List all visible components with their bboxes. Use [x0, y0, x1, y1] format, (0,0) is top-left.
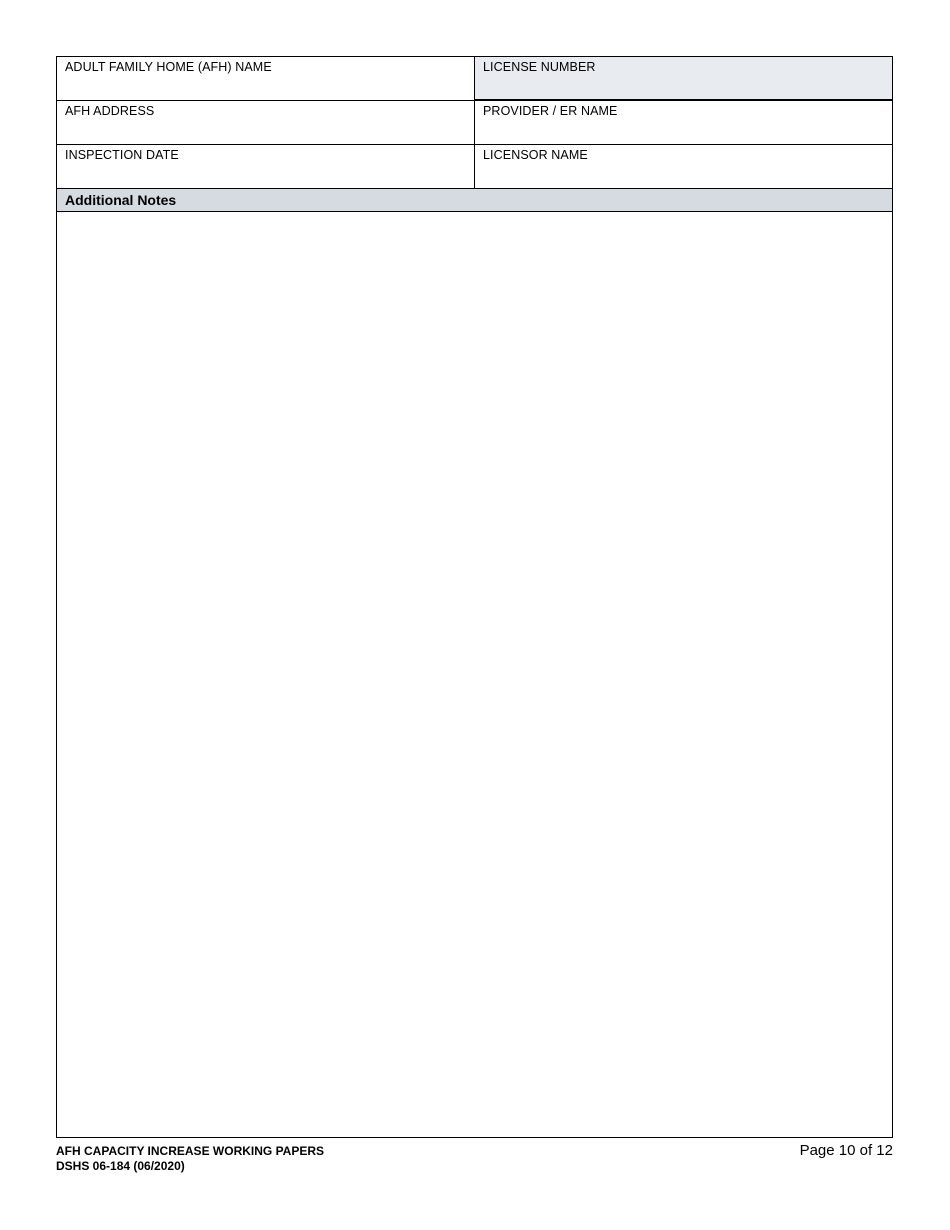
license-number-label: LICENSE NUMBER	[483, 60, 596, 74]
afh-address-field[interactable]	[57, 101, 475, 144]
inspection-date-label: INSPECTION DATE	[65, 148, 179, 162]
licensor-name-field[interactable]	[475, 145, 892, 188]
footer-form-title: AFH CAPACITY INCREASE WORKING PAPERS	[56, 1144, 325, 1158]
page-number: Page 10 of 12	[799, 1142, 893, 1159]
footer-form-info	[56, 1144, 324, 1174]
afh-name-label: ADULT FAMILY HOME (AFH) NAME	[65, 60, 272, 74]
licensor-name-label: LICENSOR NAME	[483, 148, 588, 162]
provider-name-field[interactable]	[475, 101, 892, 144]
afh-name-field[interactable]	[57, 57, 475, 100]
provider-name-label: PROVIDER / ER NAME	[483, 104, 618, 118]
footer-form-number: DSHS 06-184 (06/2020)	[56, 1159, 185, 1173]
license-number-field[interactable]	[474, 56, 893, 100]
row-name-license	[57, 57, 892, 101]
inspection-date-field[interactable]	[57, 145, 475, 188]
additional-notes-textarea[interactable]	[57, 212, 892, 1136]
row-address-provider	[57, 101, 892, 145]
additional-notes-header: Additional Notes	[57, 189, 892, 212]
notes-form	[56, 56, 893, 1138]
afh-address-label: AFH ADDRESS	[65, 104, 155, 118]
row-date-licensor	[57, 145, 892, 189]
